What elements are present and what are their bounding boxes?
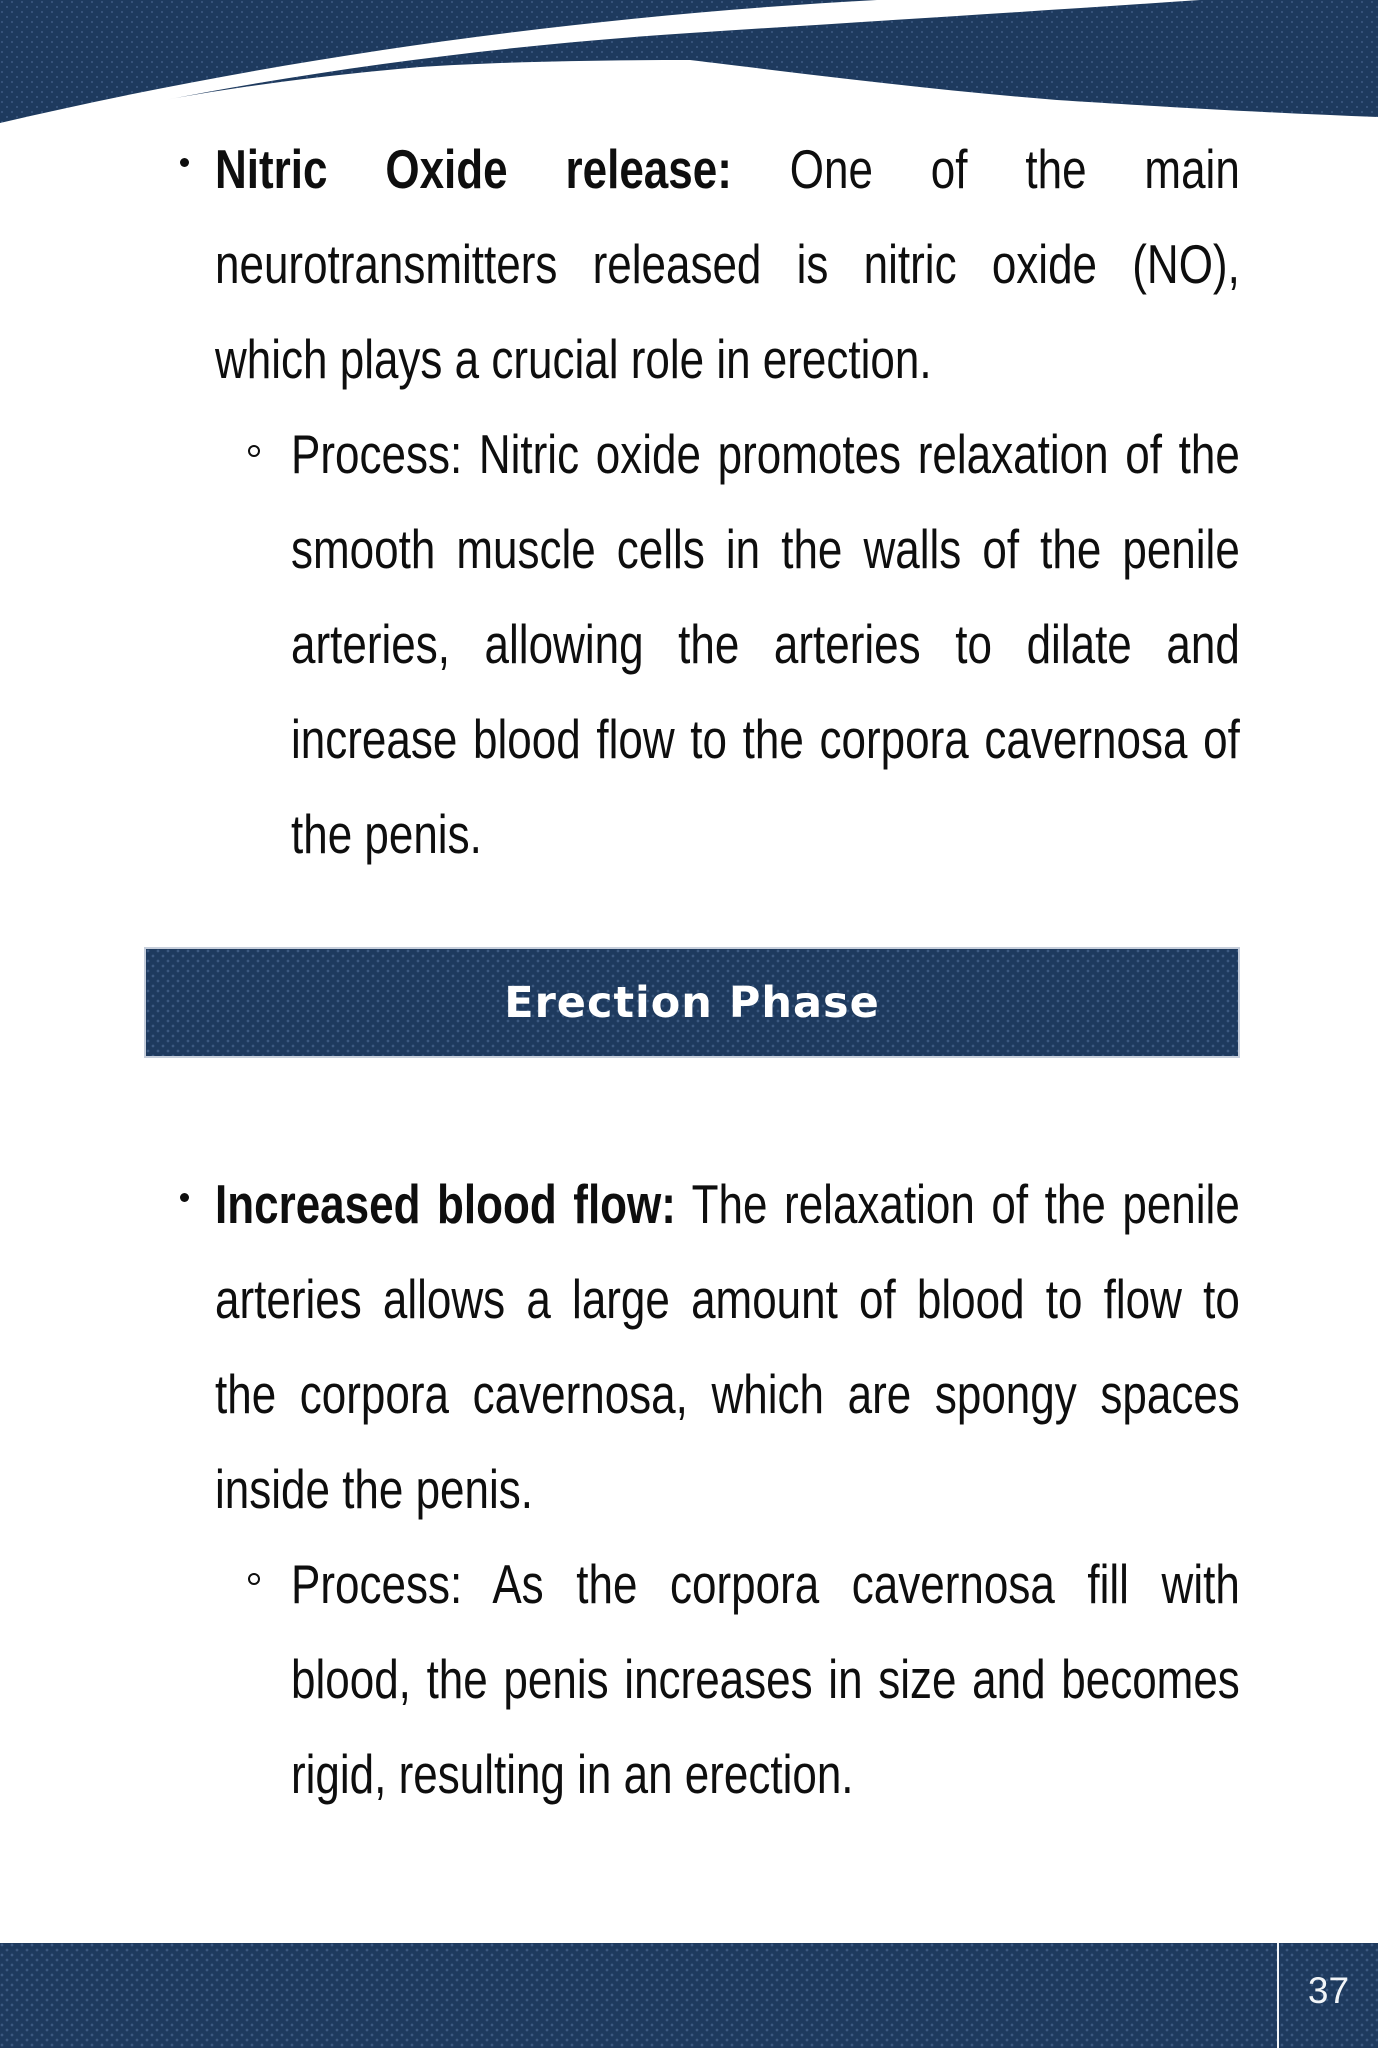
text-line: Process: As the corpora cavernosa fill with	[291, 1553, 1240, 1615]
circle-bullet-icon	[248, 1573, 260, 1585]
bullet-dot-icon	[180, 1193, 189, 1202]
sub-bullet-paragraph-process-1	[291, 407, 1240, 882]
text-line: arteries allows a large amount of blood to flow to	[215, 1268, 1240, 1330]
text-line: the corpora cavernosa, which are spongy spaces	[215, 1363, 1240, 1425]
text-line: which plays a crucial role in erection.	[215, 328, 932, 390]
bullet-dot-icon	[180, 158, 189, 167]
text-line: rigid, resulting in an erection.	[291, 1743, 854, 1805]
text-line: increase blood flow to the corpora cavernosa of	[291, 708, 1240, 770]
bullet-paragraph-nitric-oxide	[215, 122, 1240, 407]
text-line: inside the penis.	[215, 1458, 533, 1520]
text-line: Nitric Oxide release: One of the main	[215, 138, 1240, 200]
page-footer	[0, 1943, 1378, 2048]
sub-bullet-paragraph-process-2	[291, 1537, 1240, 1822]
text-line: Process: Nitric oxide promotes relaxation of the	[291, 423, 1240, 485]
text-line: smooth muscle cells in the walls of the penile	[291, 518, 1240, 580]
bullet-paragraph-increased-blood-flow	[215, 1157, 1240, 1537]
page-number: 37	[1307, 1969, 1350, 2011]
text-line: the penis.	[291, 803, 482, 865]
text-line: arteries, allowing the arteries to dilate and	[291, 613, 1240, 675]
section-banner	[144, 947, 1240, 1058]
text-line: blood, the penis increases in size and becomes	[291, 1648, 1240, 1710]
text-line: Increased blood flow: The relaxation of the penile	[215, 1173, 1240, 1235]
text-line: neurotransmitters released is nitric oxide (NO),	[215, 233, 1240, 295]
circle-bullet-icon	[248, 445, 260, 457]
section-banner-label: Erection Phase	[504, 977, 880, 1028]
